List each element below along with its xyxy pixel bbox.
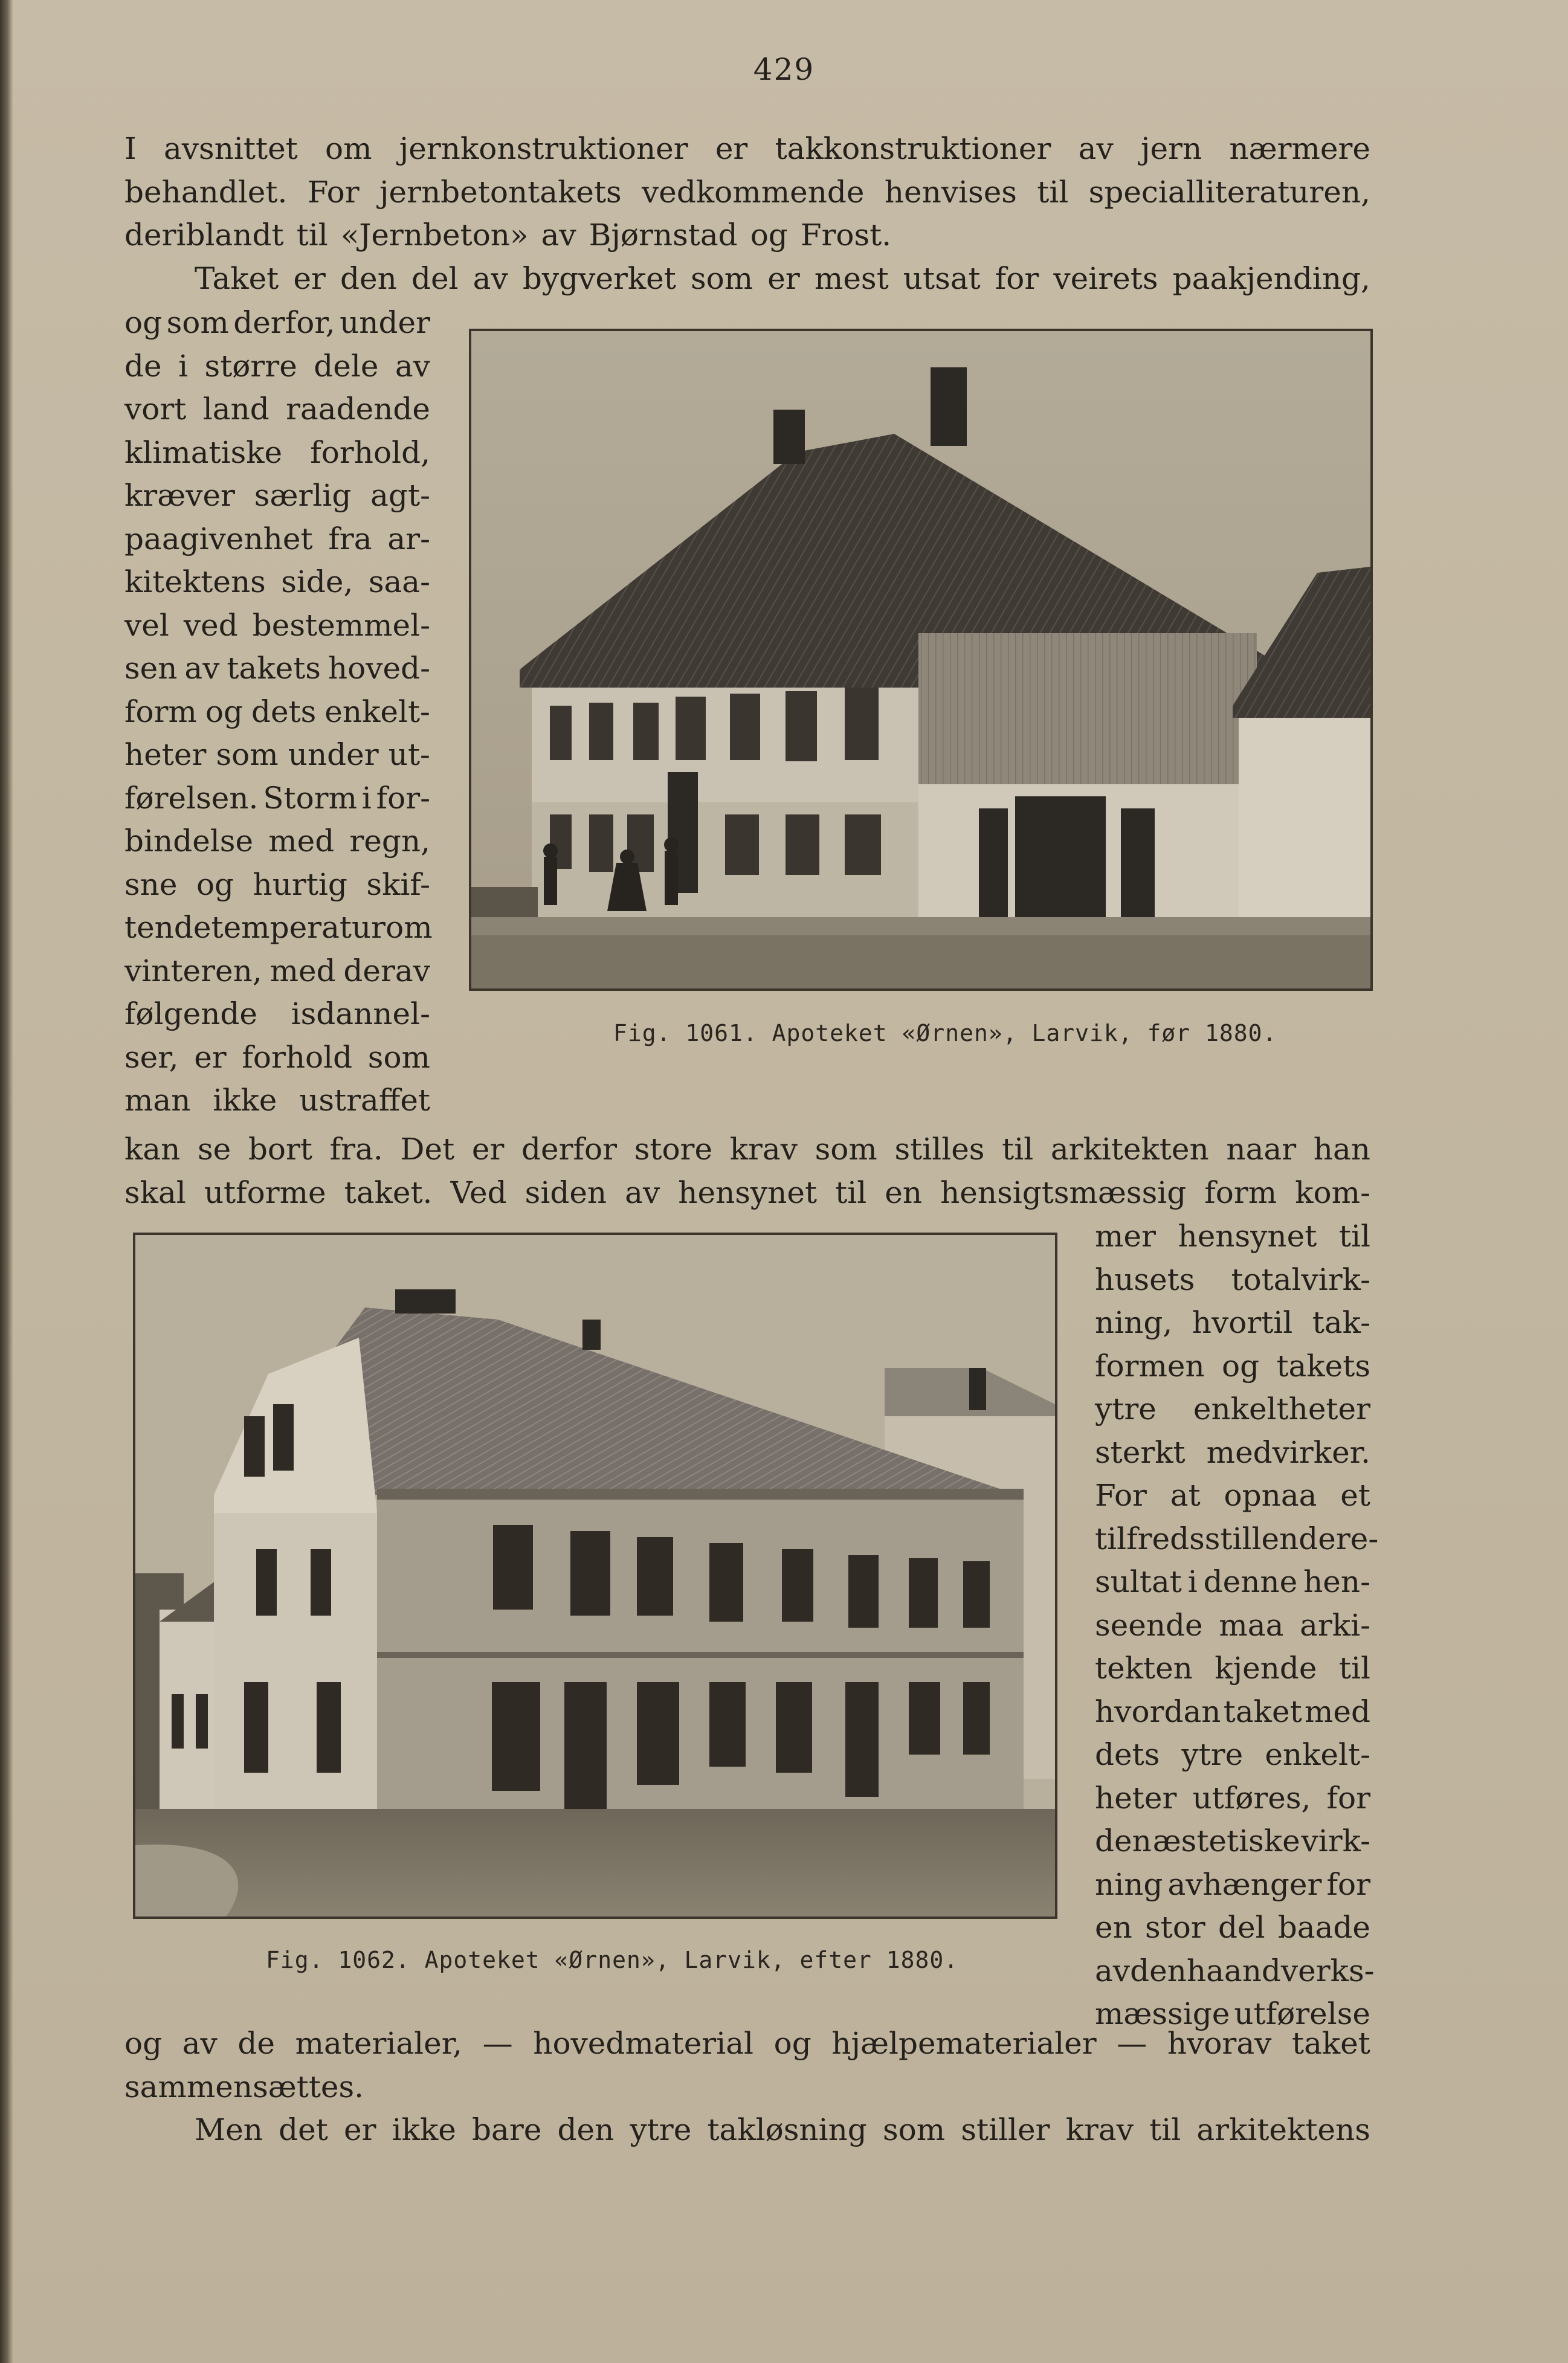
lines-top-line: I avsnittet om jernkonstruktioner er takkonstruktioner av jern nærmere	[124, 131, 1370, 166]
lines-right-line: ytre enkeltheter	[1095, 1391, 1370, 1427]
figure-1062-photo	[133, 1233, 1057, 1919]
lines-left-line: sen av takets hoved-	[124, 651, 430, 686]
building-after-1880-illustration	[135, 1235, 1055, 1917]
lines-right-line: mæssige utførelse	[1095, 1996, 1370, 2031]
lines-right-line: sterkt medvirker.	[1095, 1435, 1370, 1470]
lines-right-line: av den haandverks-	[1095, 1953, 1375, 1988]
lines-left-line: kræver særlig agt-	[124, 478, 430, 513]
lines-right-line: en stor del baade	[1095, 1910, 1370, 1945]
lines-right-line: sultat i denne hen-	[1095, 1564, 1370, 1599]
lines-top-line: deriblandt til «Jernbeton» av Bjørnstad og Frost.	[124, 218, 892, 253]
lines-left-line: heter som under ut-	[124, 737, 430, 772]
lines-bottom-line: Men det er ikke bare den ytre takløsning som stiller krav til arkitektens	[195, 2112, 1370, 2147]
figure-1061-caption: Fig. 1061. Apoteket «Ørnen», Larvik, før 1880.	[613, 1020, 1277, 1046]
lines-left-line: paagivenhet fra ar-	[124, 521, 430, 556]
lines-right-line: ning, hvortil tak-	[1095, 1305, 1370, 1340]
lines-left-line: klimatiske forhold,	[124, 435, 430, 470]
lines-middle-line: skal utforme taket. Ved siden av hensynet til en hensigtsmæssig form kom-	[124, 1175, 1370, 1210]
lines-left-line: de i større dele av	[124, 349, 430, 384]
figure-1061-photo	[469, 329, 1373, 991]
lines-right-line: dets ytre enkelt-	[1095, 1737, 1370, 1772]
lines-right-line: tilfredsstillende re-	[1095, 1521, 1379, 1556]
lines-right-line: seende maa arki-	[1095, 1608, 1370, 1643]
lines-right-line: ning avhænger for	[1095, 1867, 1370, 1902]
lines-right-line: den æstetiske virk-	[1095, 1823, 1370, 1858]
lines-bottom-line: sammensættes.	[124, 2069, 364, 2104]
lines-left-line: førelsen. Storm i for-	[124, 781, 430, 816]
lines-bottom-line: og av de materialer, — hovedmaterial og hjælpematerialer — hvorav taket	[124, 2026, 1370, 2061]
lines-top-line: Taket er den del av bygverket som er mest utsat for veirets paakjending,	[195, 261, 1370, 296]
lines-left-line: vort land raadende	[124, 392, 430, 427]
lines-right-line: mer hensynet til	[1095, 1219, 1370, 1254]
lines-right-line: tekten kjende til	[1095, 1651, 1370, 1686]
lines-right-line: formen og takets	[1095, 1349, 1370, 1384]
lines-left-line: man ikke ustraffet	[124, 1083, 430, 1118]
lines-left-line: følgende isdannel-	[124, 996, 430, 1031]
page-number: 429	[753, 52, 815, 87]
lines-right-line: husets totalvirk-	[1095, 1262, 1370, 1297]
lines-left-line: form og dets enkelt-	[124, 694, 430, 729]
building-before-1880-illustration	[471, 331, 1370, 988]
lines-left-line: vinteren, med derav	[124, 953, 430, 988]
lines-left-line: vel ved bestemmel-	[124, 608, 430, 643]
lines-right-line: heter utføres, for	[1095, 1781, 1370, 1816]
figure-1062-caption: Fig. 1062. Apoteket «Ørnen», Larvik, efter 1880.	[266, 1947, 959, 1973]
lines-left-line: og som derfor, under	[124, 305, 430, 340]
lines-right-line: hvordan taket med	[1095, 1694, 1370, 1729]
lines-middle-line: kan se bort fra. Det er derfor store krav som stilles til arkitekten naar han	[124, 1132, 1370, 1167]
lines-left-line: ser, er forhold som	[124, 1040, 430, 1075]
lines-left-line: kitektens side, saa-	[124, 564, 430, 599]
lines-top-line: behandlet. For jernbetontakets vedkommende henvises til specialliteraturen,	[124, 175, 1370, 210]
lines-left-line: bindelse med regn,	[124, 824, 430, 859]
lines-right-line: For at opnaa et	[1095, 1478, 1370, 1513]
lines-left-line: tende temperatur om	[124, 910, 433, 945]
lines-left-line: sne og hurtig skif-	[124, 867, 430, 902]
